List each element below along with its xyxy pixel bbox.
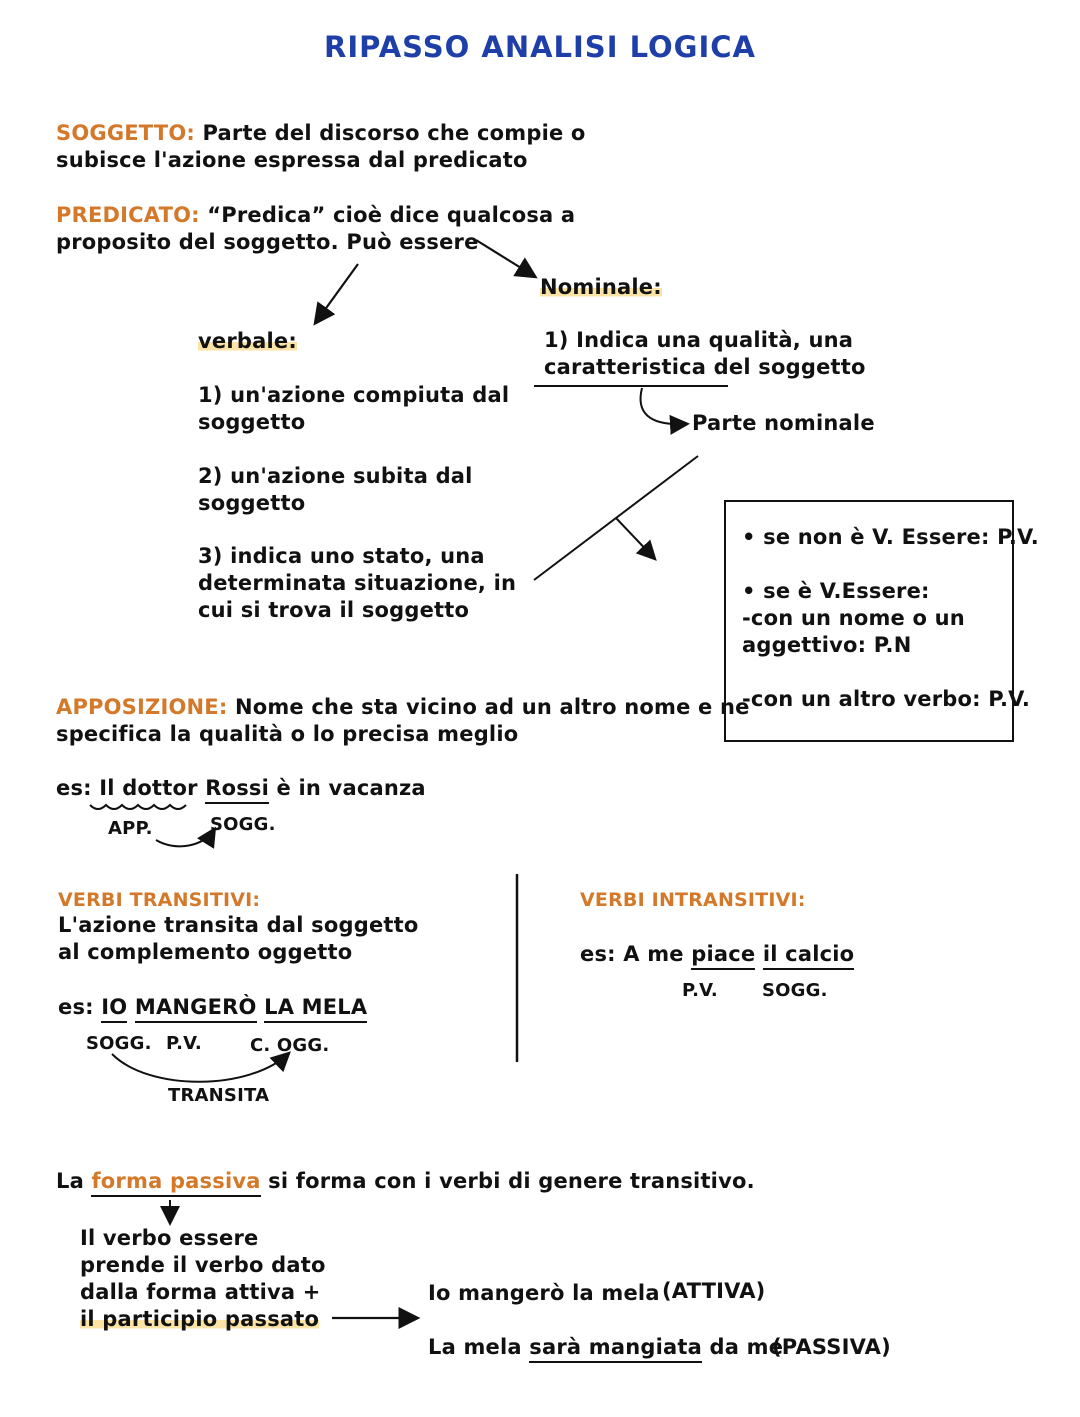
box-line3: -con un nome o un [742,606,965,630]
transitivi-label: VERBI TRANSITIVI: [58,889,261,911]
verbale-item3-line1: 3) indica uno stato, una [198,544,485,568]
soggetto-line1: Parte del discorso che compie o [202,121,586,145]
arrow-to-box [616,518,654,558]
transitivi-ex-prefix: es: [58,995,94,1019]
arrow-to-nominale [476,240,534,276]
transitivi-line1-text: L'azione transita dal soggetto [58,913,419,937]
page-title: RIPASSO ANALISI LOGICA [324,30,756,64]
intransitivi-tag-sogg: SOGG. [762,980,828,1001]
soggetto-label: SOGGETTO: [56,121,195,145]
predicato-label: PREDICATO: [56,203,200,227]
transitivi-line2-text: al complemento oggetto [58,940,353,964]
nominale-item1-line1: 1) Indica una qualità, una [544,328,854,352]
verbale-item2-line1: 2) un'azione subita dal [198,464,473,488]
apposizione-line1: Nome che sta vicino ad un altro nome e ne [234,695,750,719]
predicato-line1: “Predica” cioè dice qualcosa a [207,203,576,227]
verbale-item1-line2: soggetto [198,410,306,434]
passive-example-pre: La mela [428,1335,522,1359]
box-line2: • se è V.Essere: [742,579,930,603]
app-squiggle [90,805,186,809]
passiva-explain-line3: dalla forma attiva + [80,1280,321,1304]
passiva-intro-post: si forma con i verbi di genere transitivo. [268,1169,755,1193]
transita-label: TRANSITA [168,1085,270,1106]
verbale-item1-line1: 1) un'azione compiuta dal [198,383,510,407]
active-example: Io mangerò la mela [428,1281,660,1305]
transitivi-ex-w2: MANGERÒ [135,995,257,1023]
verbale-item3-line2: determinata situazione, in [198,571,517,595]
intransitivi-tag-pv: P.V. [682,980,718,1001]
apposizione-line2: specifica la qualità o lo precisa meglio [56,722,519,746]
predicato-line2: proposito del soggetto. Può essere [56,230,479,254]
soggetto-line2: subisce l'azione espressa dal predicato [56,148,528,172]
tag-app: APP. [108,818,153,839]
verbale-item2-line2: soggetto [198,491,306,515]
app-to-sogg-arrow [156,830,214,846]
apposizione-example-app: Il dottor [99,776,198,800]
intransitivi-ex-prefix: es: A me [580,942,684,966]
intransitivi-label: VERBI INTRANSITIVI: [580,889,806,911]
intransitivi-ex-w1: piace [691,942,755,970]
transitivi-ex-w3: LA MELA [264,995,367,1023]
passive-example-mid: sarà mangiata [529,1335,702,1363]
box-line4: aggettivo: P.N [742,633,912,657]
verbale-item3-line3: cui si trova il soggetto [198,598,470,622]
transitivi-tag-pv: P.V. [166,1033,202,1054]
passiva-explain-line4-text: il participio passato [80,1307,320,1331]
transita-arc [112,1054,288,1082]
apposizione-example-sogg: Rossi [205,776,269,804]
passiva-explain-line1: Il verbo essere [80,1226,259,1250]
box-line5: -con un altro verbo: P.V. [742,687,1031,711]
nominale-heading-text: Nominale: [540,275,662,299]
passiva-explain-line2: prende il verbo dato [80,1253,326,1277]
transitivi-ex-w1: IO [101,995,127,1023]
apposizione-label: APPOSIZIONE: [56,695,228,719]
intransitivi-ex-w2: il calcio [763,942,854,970]
transitivi-tag-cogg: C. OGG. [250,1035,330,1056]
passive-tag: (PASSIVA) [772,1335,891,1359]
passive-example-post: da me [709,1335,784,1359]
transitivi-tag-sogg: SOGG. [86,1033,152,1054]
parte-nominale-label: Parte nominale [692,411,875,435]
apposizione-example-prefix: es: [56,776,92,800]
verbale-heading-text: verbale: [198,329,297,353]
arrow-to-parte-nominale [641,388,686,424]
box-line1: • se non è V. Essere: P.V. [742,525,1039,549]
active-tag: (ATTIVA) [662,1279,766,1303]
tag-sogg: SOGG. [210,814,276,835]
nominale-item1-line2: caratteristica del soggetto [544,355,866,379]
apposizione-example-rest: è in vacanza [276,776,426,800]
passiva-intro-term: forma passiva [91,1169,260,1197]
arrow-to-verbale [316,264,358,322]
passiva-intro-pre: La [56,1169,84,1193]
